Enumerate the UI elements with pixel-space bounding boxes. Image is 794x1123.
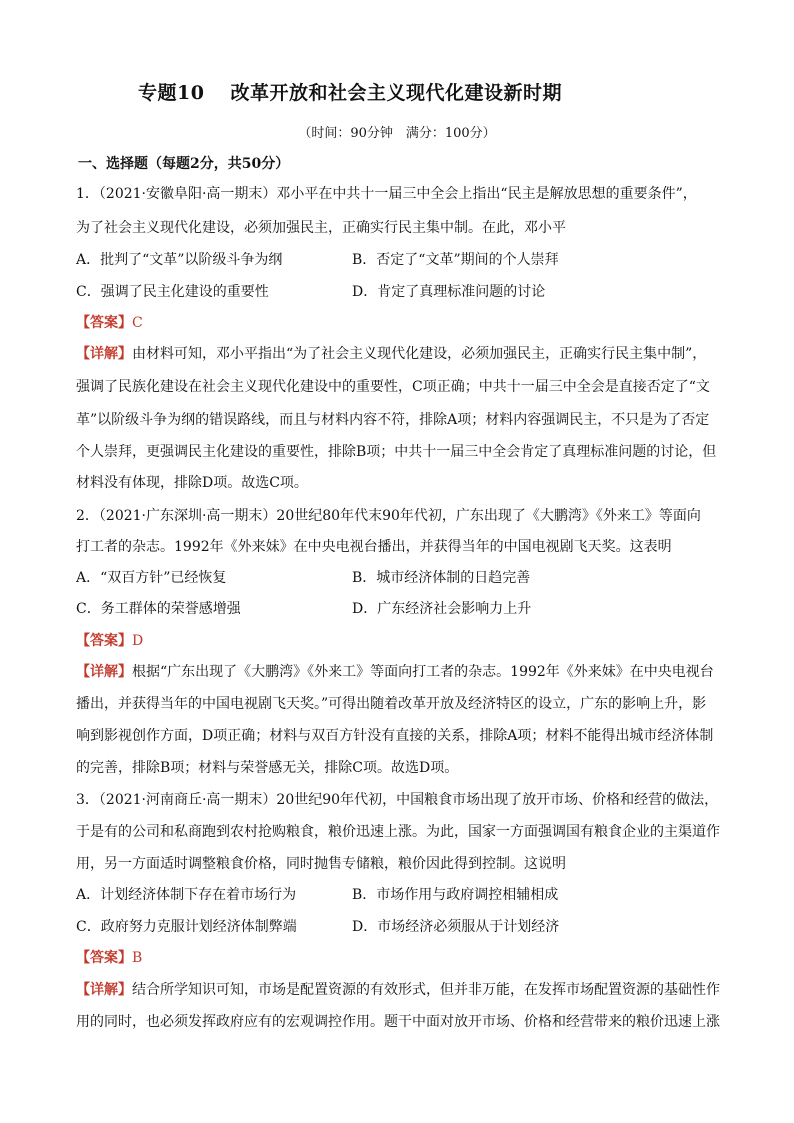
question-1-detail-line-3: 革”以阶级斗争为纲的错误路线，而且与材料内容不符，排除A项；材料内容强调民主，不只是为了否定 xyxy=(76,412,710,428)
question-2-detail-line-3: 响到影视创作方面，D项正确；材料与双百方针没有直接的关系，排除A项；材料不能得出城市经济体制 xyxy=(76,728,714,744)
question-3-option-d: D．市场经济必须服从于计划经济 xyxy=(352,919,560,935)
detail-text: 根据“广东出现了《大鹏湾》《外来工》等面向打工者的杂志。1992年《外来妹》在中央电视台 xyxy=(132,664,714,680)
question-2-option-c: C．务工群体的荣誉感增强 xyxy=(76,601,241,617)
question-3-stem-line-3: 用，另一方面适时调整粮食价格，同时抛售专储粮，粮价因此得到控制。这说明 xyxy=(76,856,566,872)
answer-value: D xyxy=(132,633,144,649)
answer-label: 【答案】 xyxy=(76,950,132,966)
question-1-stem-line-2: 为了社会主义现代化建设，必须加强民主，正确实行民主集中制。在此，邓小平 xyxy=(76,220,566,236)
answer-label: 【答案】 xyxy=(76,633,132,649)
question-1-detail-line-5: 材料没有体现，排除D项。故选C项。 xyxy=(76,475,308,491)
question-1-option-d: D．肯定了真理标准问题的讨论 xyxy=(352,284,546,300)
topic-number: 专题10 xyxy=(138,82,205,104)
question-3-option-a: A．计划经济体制下存在着市场行为 xyxy=(76,887,297,903)
question-2-stem-line-2: 打工者的杂志。1992年《外来妹》在中央电视台播出，并获得当年的中国电视剧飞天奖。这表明 xyxy=(76,539,672,555)
exam-info: （时间：90分钟 满分：100分） xyxy=(298,126,496,141)
question-3-option-b: B．市场作用与政府调控相辅相成 xyxy=(352,887,559,903)
detail-label: 【详解】 xyxy=(76,664,132,680)
question-1-detail-line-4: 个人崇拜，更强调民主化建设的重要性，排除B项；中共十一届三中全会肯定了真理标准问题的讨论，但 xyxy=(76,444,717,460)
question-3-detail-line-1 xyxy=(76,980,720,1000)
detail-text: 由材料可知，邓小平指出“为了社会主义现代化建设，必须加强民主，正确实行民主集中制”， xyxy=(132,346,707,362)
question-1-option-b: B．否定了“文革”期间的个人崇拜 xyxy=(352,252,559,268)
detail-label: 【详解】 xyxy=(76,982,132,998)
question-1-option-c: C．强调了民主化建设的重要性 xyxy=(76,284,269,300)
question-3-answer xyxy=(76,948,142,968)
question-2-option-d: D．广东经济社会影响力上升 xyxy=(352,601,532,617)
question-2-detail-line-2: 播出，并获得当年的中国电视剧飞天奖。”可得出随着改革开放及经济特区的设立，广东的影响上升，影 xyxy=(76,696,707,712)
question-1-stem-line-1: 1．（2021·安徽阜阳·高一期末）邓小平在中共十一届三中全会上指出“民主是解放思想的重要条件”， xyxy=(76,186,697,202)
answer-value: B xyxy=(132,950,143,966)
question-2-stem-line-1: 2．（2021·广东深圳·高一期末）20世纪80年代末90年代初，广东出现了《大鹏湾》《外来工》等面向 xyxy=(76,508,701,524)
answer-label: 【答案】 xyxy=(76,315,132,331)
section-heading: 一、选择题（每题2分，共50分） xyxy=(78,156,290,172)
question-2-option-b: B．城市经济体制的日趋完善 xyxy=(352,570,531,586)
question-3-stem-line-2: 于是有的公司和私商跑到农村抢购粮食，粮价迅速上涨。为此，国家一方面强调国有粮食企业的主渠道作 xyxy=(76,824,720,840)
question-2-detail-line-1 xyxy=(76,662,714,682)
detail-label: 【详解】 xyxy=(76,346,132,362)
question-1-answer xyxy=(76,313,143,333)
question-1-detail-line-2: 强调了民族化建设在社会主义现代化建设中的重要性，C项正确；中共十一届三中全会是直接否定了“文 xyxy=(76,379,710,395)
question-3-option-c: C．政府努力克服计划经济体制弊端 xyxy=(76,919,297,935)
detail-text: 结合所学知识可知，市场是配置资源的有效形式，但并非万能，在发挥市场配置资源的基础性作 xyxy=(132,982,720,998)
question-3-stem-line-1: 3．（2021·河南商丘·高一期末）20世纪90年代初，中国粮食市场出现了放开市场、价格和经营的做法， xyxy=(76,792,719,808)
question-3-detail-line-2: 用的同时，也必须发挥政府应有的宏观调控作用。题干中面对放开市场、价格和经营带来的粮价迅速上涨 xyxy=(76,1014,720,1030)
topic-title: 改革开放和社会主义现代化建设新时期 xyxy=(230,82,562,104)
question-2-detail-line-4: 的完善，排除B项；材料与荣誉感无关，排除C项。故选D项。 xyxy=(76,760,459,776)
question-2-answer xyxy=(76,631,143,651)
question-1-detail-line-1 xyxy=(76,344,706,364)
question-2-option-a: A．“双百方针”已经恢复 xyxy=(76,570,227,586)
question-1-option-a: A．批判了“文革”以阶级斗争为纲 xyxy=(76,252,283,268)
page-title xyxy=(138,78,562,105)
answer-value: C xyxy=(132,315,143,331)
